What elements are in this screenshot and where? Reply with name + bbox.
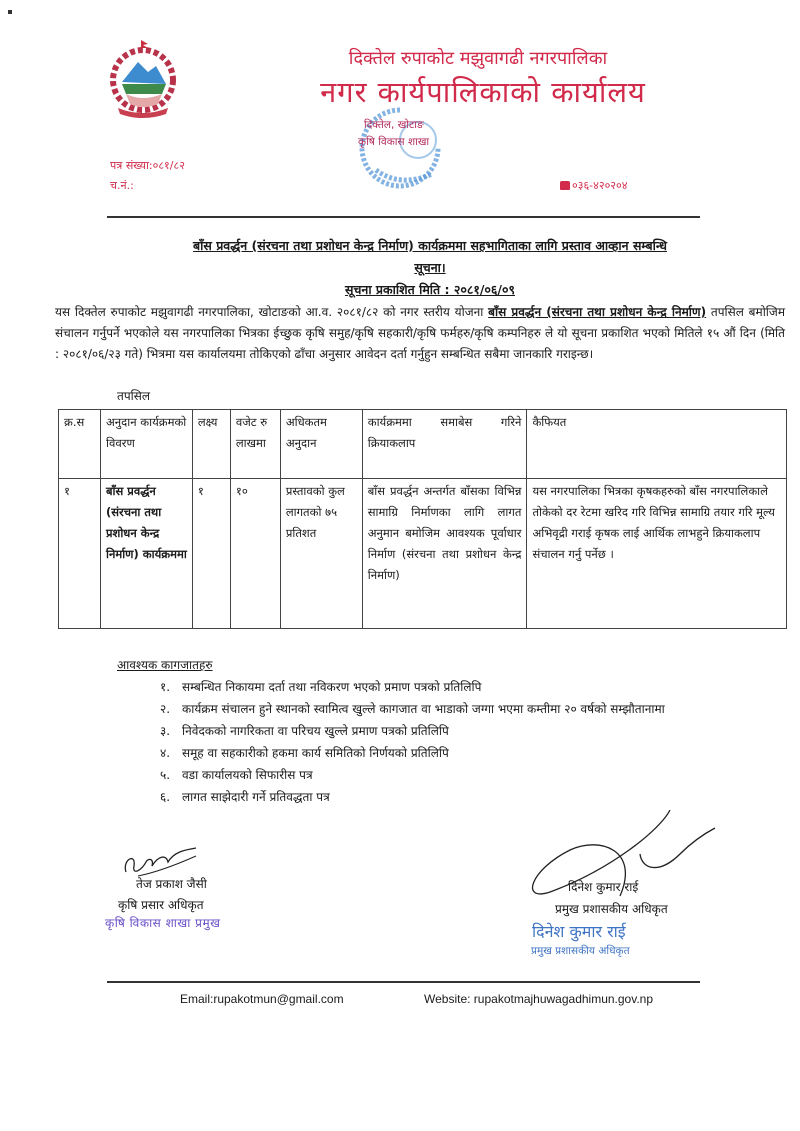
list-item bbox=[160, 698, 730, 720]
list-item bbox=[160, 676, 730, 698]
phone-icon bbox=[560, 181, 570, 190]
item-text: समूह वा सहकारीको हकमा कार्य समितिको निर्णयको प्रतिलिपि bbox=[182, 746, 449, 760]
published-date: सूचना प्रकाशित मिति : २०८१/०६/०९ bbox=[345, 282, 515, 297]
table-header-row bbox=[59, 410, 787, 479]
item-number: २. bbox=[160, 702, 171, 716]
required-documents-heading: आवश्यक कागजातहरु bbox=[117, 658, 213, 672]
item-text: कार्यक्रम संचालन हुने स्थानको स्वामित्व खुल्ले कागजात वा भाडाको जग्गा भएमा कम्तीमा २० वर्षको सम्झौतानामा bbox=[182, 702, 665, 716]
seal-text-branch: कृषि विकास शाखा bbox=[358, 136, 430, 148]
notice-body bbox=[55, 302, 785, 365]
footer-website[interactable]: Website: rupakotmajhuwagadhimun.gov.np bbox=[424, 992, 654, 1006]
header-budget: वजेट रु लाखमा bbox=[230, 410, 280, 479]
phone-number bbox=[560, 178, 627, 193]
dispatch-number: च.नं.: bbox=[110, 179, 134, 192]
cell-program: बाँस प्रवर्द्धन (संरचना तथा प्रशोधन केन्द्र निर्माण) कार्यक्रममा bbox=[100, 479, 192, 629]
footer-divider bbox=[107, 981, 700, 983]
footer-email[interactable]: Email:rupakotmun@gmail.com bbox=[180, 992, 344, 1006]
program-table bbox=[58, 409, 787, 629]
signatory-right-name: दिनेश कुमार राई bbox=[568, 880, 639, 894]
cell-target: १ bbox=[192, 479, 230, 629]
item-text: सम्बन्धित निकायमा दर्ता तथा नविकरण भएको प्रमाण पत्रको प्रतिलिपि bbox=[182, 680, 482, 694]
list-item bbox=[160, 764, 730, 786]
office-name: नगर कार्यपालिकाको कार्यालय bbox=[320, 75, 646, 109]
notice-title: बाँस प्रवर्द्धन (संरचना तथा प्रशोधन केन्द्र निर्माण) कार्यक्रममा सहभागिताका लागि प्रस्ताव आव्हान सम्बन्धि bbox=[193, 238, 667, 253]
letter-number: पत्र संख्या:०८१/८२ bbox=[110, 159, 185, 172]
scan-artifact bbox=[8, 10, 12, 14]
notice-body-part2: तपसिल बमोजिम संचालन गर्नुपर्ने भएकोले यस नगरपालिका भित्रका ईच्छुक कृषि समुह/कृषि सहकारी/कृषि फर्महरु/कृषि कम्पनिहरु ले यो सूचना प्रकाशित भएको मितिले १५ औं दिन (मिति : २०८१/०६/२३ गते) भित्रमा यस कार्यालयमा तोकिएको ढाँचा अनुसार आवेदन दर्ता गर्नुहुन सम्बन्धित सबैमा जानकारि गराइन्छ। bbox=[55, 305, 785, 361]
table-row bbox=[59, 479, 787, 629]
required-documents-list bbox=[160, 676, 730, 808]
signatory-right-stamp-title: प्रमुख प्रशासकीय अधिकृत bbox=[531, 945, 630, 957]
signatory-right-title: प्रमुख प्रशासकीय अधिकृत bbox=[555, 902, 668, 916]
item-number: ४. bbox=[160, 746, 171, 760]
item-text: निवेदकको नागरिकता वा परिचय खुल्ले प्रमाण पत्रको प्रतिलिपि bbox=[182, 724, 449, 738]
nepal-emblem-icon bbox=[108, 38, 178, 120]
header-max-grant: अधिकतम अनुदान bbox=[280, 410, 362, 479]
list-item bbox=[160, 786, 730, 808]
list-item bbox=[160, 742, 730, 764]
details-label: तपसिल bbox=[117, 389, 151, 403]
header-sn: क्र.स bbox=[59, 410, 101, 479]
cell-activities: बाँस प्रवर्द्धन अन्तर्गत बाँसका विभिन्न सामाग्रि निर्माणका लागि लागत अनुमान बमोजिम आवश्यक पूर्वाधार निर्माण (संरचना तथा प्रशोधन केन्द्र निर्माण) bbox=[362, 479, 527, 629]
signatory-left-name: तेज प्रकाश जैसी bbox=[136, 877, 207, 891]
item-number: ३. bbox=[160, 724, 171, 738]
list-item bbox=[160, 720, 730, 742]
signatory-left-title: कृषि प्रसार अधिकृत bbox=[118, 898, 204, 912]
item-number: ६. bbox=[160, 790, 171, 804]
municipality-name: दिक्तेल रुपाकोट मझुवागढी नगरपालिका bbox=[348, 48, 608, 69]
header-remarks: कैफियत bbox=[527, 410, 787, 479]
header-target: लक्ष्य bbox=[192, 410, 230, 479]
seal-text-location: दिक्तेल, खोटाङ bbox=[364, 119, 424, 131]
phone-text: ०३६-४२०२०४ bbox=[572, 179, 628, 192]
item-number: ५. bbox=[160, 768, 171, 782]
item-text: लागत साझेदारी गर्ने प्रतिवद्धता पत्र bbox=[182, 790, 330, 804]
notice-title-suffix: सूचना। bbox=[414, 260, 446, 275]
signatory-left-stamp: कृषि विकास शाखा प्रमुख bbox=[105, 916, 221, 930]
header-divider bbox=[107, 216, 700, 218]
item-number: १. bbox=[160, 680, 171, 694]
cell-sn: १ bbox=[59, 479, 101, 629]
header-activities: कार्यक्रममा समाबेस गरिने क्रियाकलाप bbox=[362, 410, 527, 479]
notice-body-part1: यस दिक्तेल रुपाकोट मझुवागढी नगरपालिका, खोटाङको आ.व. २०८१/८२ को नगर स्तरीय योजना bbox=[55, 305, 489, 319]
item-text: वडा कार्यालयको सिफारीस पत्र bbox=[182, 768, 313, 782]
signatory-right-stamp-name: दिनेश कुमार राई bbox=[532, 922, 626, 941]
notice-body-program: बाँस प्रवर्द्धन (संरचना तथा प्रशोधन केन्द्र निर्माण) bbox=[488, 305, 707, 319]
cell-max-grant: प्रस्तावको कुल लागतको ७५ प्रतिशत bbox=[280, 479, 362, 629]
cell-remarks: यस नगरपालिका भित्रका कृषकहरुको बाँस नगरपालिकाले तोकेको दर रेटमा खरिद गरि विभिन्न सामाग्रि तयार गरि मूल्य अभिवृद्री गराई कृषक लाई आर्थिक लाभहुने क्रियाकलाप संचालन गर्नु पर्नेछ । bbox=[527, 479, 787, 629]
cell-budget: १० bbox=[230, 479, 280, 629]
header-program: अनुदान कार्यक्रमको विवरण bbox=[100, 410, 192, 479]
